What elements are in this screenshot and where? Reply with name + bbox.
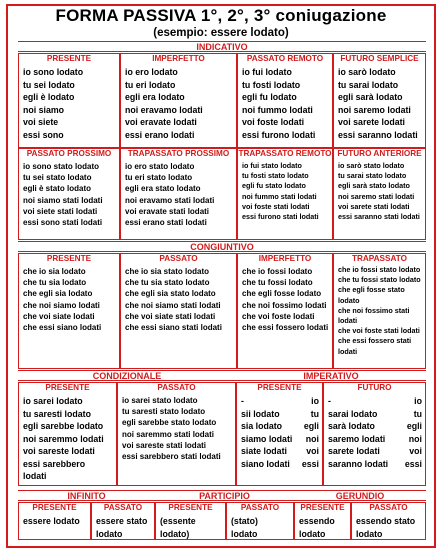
- conjugation-line: che essi fossero lodati: [242, 323, 329, 333]
- conjugation-line: tu sei stato lodato: [23, 173, 92, 183]
- section-label-condizionale: CONDIZIONALE: [18, 370, 236, 381]
- conjugation-line: io sarò stato lodato: [338, 161, 405, 170]
- imperative-row: [328, 395, 422, 408]
- tense-block-gerundio-passato: [351, 502, 426, 540]
- conjugation-line: egli è stato lodato: [23, 184, 92, 194]
- conjugation-line: io sarò lodato: [338, 67, 396, 77]
- conjugation-line: noi eravamo stati lodati: [125, 195, 215, 205]
- conjugation-line: che essi siano lodati: [23, 323, 102, 333]
- conjugation-line: tu sarai stato lodato: [338, 171, 407, 181]
- tense-block-imperativo-futuro: [323, 382, 426, 486]
- tense-block-congiuntivo-trapassato: [333, 253, 426, 369]
- conjugation-line: che io fossi stato lodato: [338, 265, 421, 274]
- conjugation-line: io ero stato lodato: [125, 162, 195, 171]
- conjugation-line: io sarei stato lodato: [122, 396, 198, 405]
- imperative-pronoun: noi: [305, 433, 319, 444]
- conjugation-line: lodato: [231, 528, 258, 539]
- imperative-pronoun: io: [414, 396, 422, 406]
- section-label-congiuntivo: CONGIUNTIVO: [18, 241, 426, 252]
- conjugation-line: noi saremmo lodati: [23, 433, 104, 444]
- conjugation-line: noi eravamo lodati: [125, 104, 203, 115]
- conjugation-line: voi siete stati lodati: [23, 206, 98, 216]
- conjugation-line: che io sia lodato: [23, 267, 86, 276]
- tense-heading: IMPERFETTO: [152, 54, 205, 63]
- tense-block-condizionale-passato: [117, 382, 236, 486]
- imperative-row: [328, 408, 422, 421]
- imperative-form: -: [328, 396, 331, 406]
- conjugation-line: voi foste lodati: [242, 117, 305, 127]
- conjugation-line: voi eravate lodati: [125, 117, 197, 127]
- tense-heading: PRESENTE: [257, 383, 302, 392]
- conjugation-line: egli sarebbe stato lodato: [122, 418, 217, 428]
- conjugation-line: tu sei lodato: [23, 79, 75, 90]
- tense-block-gerundio-presente: [294, 502, 351, 540]
- page-subtitle: (esempio: essere lodato): [153, 27, 289, 39]
- conjugation-line: che tu fossi lodato: [242, 278, 313, 288]
- tense-block-imperativo-presente: [236, 382, 323, 486]
- tense-block-indicativo-presente: [18, 53, 120, 148]
- tense-block-congiuntivo-presente: [18, 253, 120, 369]
- conjugation-line: lodato: [96, 528, 123, 539]
- tense-block-indicativo-trapassato-prossimo: [120, 148, 237, 240]
- tense-block-participio-presente: [155, 502, 226, 540]
- imperative-form: sarete lodati: [328, 446, 380, 456]
- imperative-form: siate lodati: [241, 446, 287, 456]
- tense-heading: PRESENTE: [300, 503, 345, 512]
- section-label-infinito: INFINITO: [18, 490, 155, 501]
- tense-heading: PRESENTE: [45, 383, 90, 392]
- tense-heading: PASSATO: [103, 503, 143, 512]
- conjugation-line: che tu sia stato lodato: [125, 278, 210, 288]
- imperative-form: siamo lodati: [241, 433, 293, 444]
- conjugation-line: essi saranno stati lodati: [338, 212, 420, 222]
- conjugation-line: voi foste stati lodati: [242, 201, 310, 211]
- conjugation-line: che io sia stato lodato: [125, 267, 210, 276]
- conjugation-line: egli fu lodato: [242, 92, 297, 102]
- imperative-pronoun: voi: [306, 446, 319, 456]
- tense-block-indicativo-passato-remoto: [237, 53, 333, 148]
- conjugation-line: essendo stato: [356, 516, 416, 526]
- conjugation-line: io sono lodato: [23, 67, 84, 77]
- imperative-row: [241, 445, 319, 458]
- conjugation-line: voi sareste lodati: [23, 446, 95, 456]
- page-title: FORMA PASSIVA 1°, 2°, 3° coniugazione: [55, 6, 387, 25]
- imperative-pronoun: egli: [303, 421, 319, 431]
- conjugation-line: che voi siate lodati: [23, 311, 95, 321]
- imperative-row: [328, 445, 422, 458]
- conjugation-line: che voi siate stati lodati: [125, 311, 216, 321]
- conjugation-line: che noi fossimo stati lodati: [338, 305, 410, 326]
- conjugation-line: io ero lodato: [125, 67, 178, 77]
- imperative-pronoun: essi: [301, 458, 319, 469]
- tense-heading: PASSATO: [157, 383, 196, 392]
- conjugation-line: (essente: [160, 516, 196, 526]
- tense-heading: FUTURO ANTERIORE: [337, 149, 422, 158]
- tense-heading: TRAPASSATO REMOTO: [238, 149, 332, 158]
- conjugation-line: io sono stato lodato: [23, 162, 99, 171]
- imperative-form: sarai lodato: [328, 408, 378, 419]
- conjugation-line: io fui lodato: [242, 67, 292, 77]
- conjugation-line: essi erano stati lodati: [125, 218, 207, 228]
- tense-block-indicativo-futuro-semplice: [333, 53, 426, 148]
- conjugation-line: egli fu stato lodato: [242, 181, 306, 191]
- conjugation-line: noi saremo lodati: [338, 104, 411, 115]
- tense-block-indicativo-futuro-anteriore: [333, 148, 426, 240]
- conjugation-line: egli era lodato: [125, 92, 185, 102]
- tense-heading: TRAPASSATO: [351, 254, 408, 263]
- conjugation-line: che noi siamo stati lodati: [125, 300, 221, 310]
- conjugation-line: che voi foste lodati: [242, 311, 315, 321]
- conjugation-line: noi siamo stati lodati: [23, 195, 103, 205]
- imperative-form: -: [241, 396, 244, 406]
- section-label-participio: PARTICIPIO: [155, 490, 294, 501]
- conjugation-line: noi fummo stati lodati: [242, 191, 317, 201]
- imperative-pronoun: noi: [408, 433, 422, 444]
- conjugation-line: io fui stato lodato: [242, 161, 302, 170]
- conjugation-line: essi furono lodati: [242, 129, 316, 140]
- tense-block-indicativo-imperfetto: [120, 53, 237, 148]
- conjugation-line: tu sarai lodato: [338, 79, 399, 90]
- conjugation-line: tu saresti stato lodato: [122, 407, 206, 417]
- conjugation-line: tu saresti lodato: [23, 408, 91, 419]
- tense-heading: PRESENTE: [32, 503, 77, 512]
- conjugation-line: essi sarebbero stati lodati: [122, 452, 221, 462]
- conjugation-line: lodato: [356, 528, 383, 539]
- imperative-row: [241, 408, 319, 421]
- conjugation-line: voi sarete lodati: [338, 117, 405, 127]
- tense-heading: PASSATO PROSSIMO: [26, 149, 112, 158]
- conjugation-line: che noi siamo lodati: [23, 300, 100, 310]
- conjugation-line: essi saranno lodati: [338, 129, 418, 140]
- tense-block-congiuntivo-imperfetto: [237, 253, 333, 369]
- conjugation-line: noi siamo: [23, 104, 65, 115]
- tense-heading: PASSATO: [159, 254, 198, 263]
- conjugation-line: essi sono stati lodati: [23, 218, 103, 228]
- conjugation-line: che voi foste stati lodati: [338, 326, 420, 336]
- imperative-row: [241, 433, 319, 446]
- imperative-pronoun: tu: [413, 408, 422, 419]
- imperative-form: sii lodato: [241, 408, 280, 419]
- imperative-form: siano lodati: [241, 458, 290, 469]
- conjugation-line: noi saremmo stati lodati: [122, 429, 215, 439]
- tense-heading: IMPERFETTO: [258, 254, 312, 263]
- imperative-row: [241, 395, 319, 408]
- conjugation-line: voi siete: [23, 117, 59, 127]
- tense-heading: FUTURO SEMPLICE: [340, 54, 419, 63]
- imperative-form: saremo lodati: [328, 433, 386, 444]
- tense-block-indicativo-passato-prossimo: [18, 148, 120, 240]
- tense-heading: PASSATO: [369, 503, 408, 512]
- tense-heading: FUTURO: [357, 383, 392, 392]
- tense-heading: PRESENTE: [46, 254, 92, 263]
- conjugation-line: io sarei lodato: [23, 396, 83, 406]
- conjugation-line: tu fosti stato lodato: [242, 171, 309, 181]
- conjugation-line: che io fossi lodato: [242, 267, 313, 276]
- imperative-row: [328, 420, 422, 433]
- conjugation-line: che essi fossero stati lodati: [338, 336, 412, 356]
- tense-block-indicativo-trapassato-remoto: [237, 148, 333, 240]
- tense-block-infinito-passato: [91, 502, 155, 540]
- tense-block-congiuntivo-passato: [120, 253, 237, 369]
- imperative-row: [328, 458, 422, 471]
- conjugation-line: noi fummo lodati: [242, 104, 313, 115]
- conjugation-line: essere lodato: [23, 516, 80, 526]
- conjugation-line: essi sarebbero lodati: [23, 458, 86, 481]
- section-label-imperativo: IMPERATIVO: [236, 370, 426, 381]
- imperative-pronoun: tu: [310, 408, 319, 419]
- conjugation-line: egli è lodato: [23, 92, 75, 102]
- conjugation-line: voi eravate stati lodati: [125, 206, 210, 216]
- tense-heading: TRAPASSATO PROSSIMO: [127, 149, 230, 158]
- imperative-pronoun: essi: [404, 458, 422, 469]
- conjugation-line: egli sarà stato lodato: [338, 181, 410, 191]
- imperative-pronoun: egli: [406, 421, 422, 431]
- conjugation-line: tu eri lodato: [125, 79, 176, 90]
- conjugation-line: che essi siano stati lodati: [125, 323, 222, 333]
- conjugation-line: essi furono stati lodati: [242, 212, 319, 222]
- conjugation-line: essere stato: [96, 516, 148, 526]
- conjugation-line: che egli fosse lodato: [242, 289, 322, 299]
- conjugation-line: tu fosti lodato: [242, 79, 301, 90]
- conjugation-line: che egli sia stato lodato: [125, 289, 216, 299]
- imperative-row: [241, 458, 319, 471]
- tense-heading: PRESENTE: [168, 503, 213, 512]
- conjugation-line: lodato: [299, 528, 326, 539]
- imperative-form: sarà lodato: [328, 421, 375, 431]
- tense-block-infinito-presente: [18, 502, 91, 540]
- section-label-indicativo: INDICATIVO: [18, 41, 426, 52]
- conjugation-line: che egli sia lodato: [23, 289, 93, 299]
- conjugation-line: egli sarebbe lodato: [23, 421, 104, 431]
- conjugation-line: lodato): [160, 528, 190, 539]
- conjugation-line: che noi fossimo lodati: [242, 300, 327, 310]
- tense-heading: PASSATO REMOTO: [246, 54, 324, 63]
- imperative-pronoun: voi: [409, 446, 422, 456]
- tense-block-condizionale-presente: [18, 382, 117, 486]
- imperative-row: [328, 433, 422, 446]
- tense-heading: PRESENTE: [46, 54, 92, 63]
- imperative-form: sia lodato: [241, 421, 283, 431]
- tense-block-participio-passato: [226, 502, 294, 540]
- conjugation-line: essi erano lodati: [125, 129, 195, 140]
- conjugation-line: che tu fossi stato lodato: [338, 275, 421, 285]
- conjugation-line: noi saremo stati lodati: [338, 191, 415, 201]
- imperative-row: [241, 420, 319, 433]
- conjugation-line: essendo: [299, 516, 335, 526]
- imperative-form: saranno lodati: [328, 458, 389, 469]
- conjugation-line: (stato): [231, 516, 258, 526]
- conjugation-line: voi sarete stati lodati: [338, 201, 410, 211]
- conjugation-line: tu eri stato lodato: [125, 173, 193, 183]
- conjugation-line: voi sareste stati lodati: [122, 440, 207, 450]
- conjugation-line: egli era stato lodato: [125, 184, 201, 194]
- conjugation-sheet: [6, 4, 436, 548]
- conjugation-line: essi sono: [23, 129, 64, 140]
- conjugation-line: che egli fosse stato lodato: [338, 285, 405, 305]
- conjugation-line: che tu sia lodato: [23, 278, 87, 288]
- section-label-gerundio: GERUNDIO: [294, 490, 426, 501]
- tense-heading: PASSATO: [240, 503, 280, 512]
- conjugation-line: egli sarà lodato: [338, 92, 403, 102]
- imperative-pronoun: io: [311, 396, 319, 406]
